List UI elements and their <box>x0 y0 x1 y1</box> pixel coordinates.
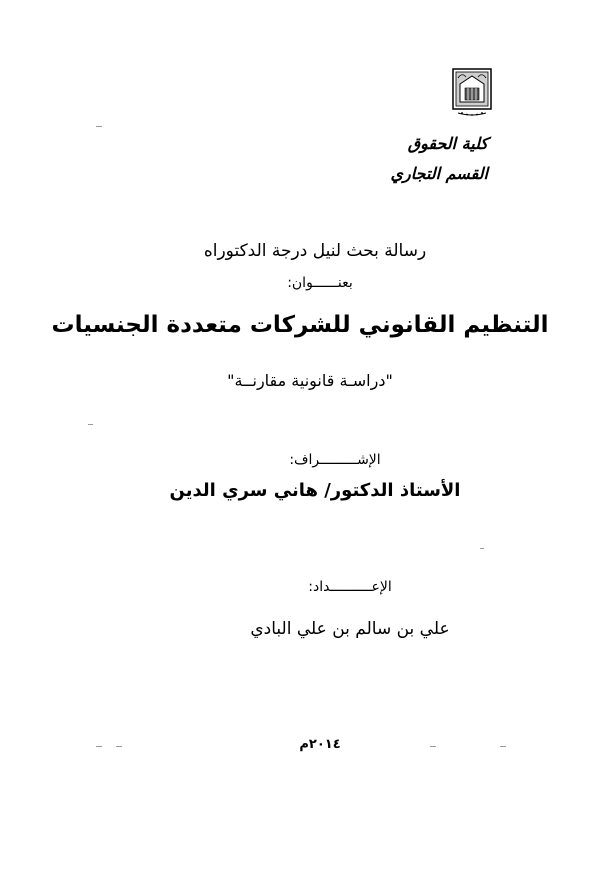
thesis-title: التنظيم القانوني للشركات متعددة الجنسيات <box>51 312 549 338</box>
scan-speck <box>88 424 93 425</box>
scan-speck <box>500 746 506 747</box>
scan-speck <box>96 126 102 127</box>
university-logo-icon <box>452 68 492 118</box>
preparation-label: الإعــــــــــداد: <box>308 579 392 595</box>
scan-speck <box>480 548 484 549</box>
title-label: بعنــــــوان: <box>287 275 353 291</box>
scan-speck <box>96 746 102 747</box>
publication-year: ٢٠١٤م <box>299 737 341 752</box>
faculty-name: كلية الحقوق <box>407 134 488 153</box>
scan-speck <box>430 746 436 747</box>
thesis-subtitle: "دراسـة قانونية مقارنــة" <box>227 371 393 390</box>
degree-line: رسالة بحث لنيل درجة الدكتوراه <box>203 241 427 261</box>
supervision-label: الإشـــــــــراف: <box>289 452 381 468</box>
supervisor-name: الأستاذ الدكتور/ هاني سري الدين <box>169 480 461 501</box>
scan-speck <box>116 746 122 747</box>
department-name: القسم التجاري <box>390 164 488 183</box>
author-name: علي بن سالم بن علي البادي <box>250 619 450 639</box>
